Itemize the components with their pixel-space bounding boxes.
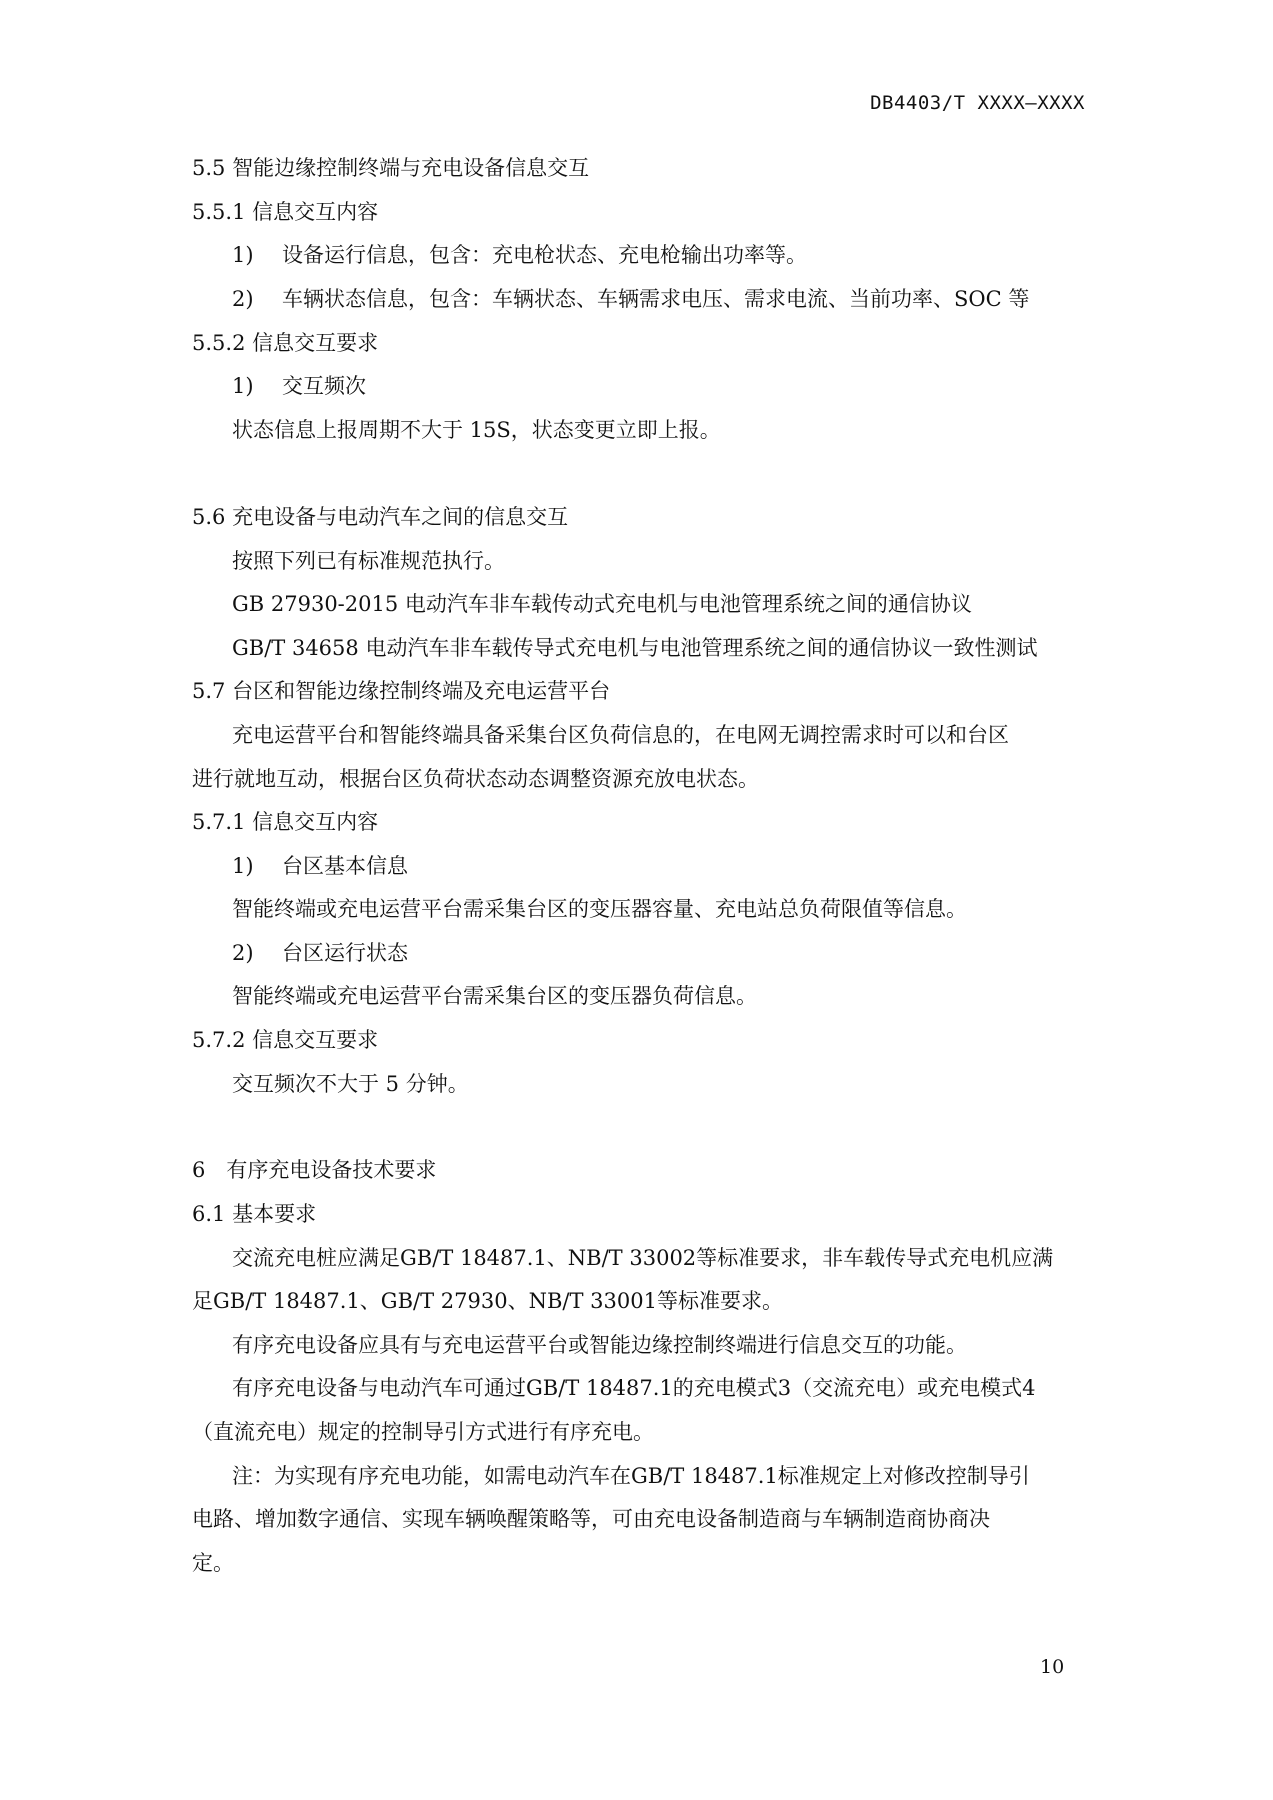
- paragraph: 充电运营平台和智能终端具备采集台区负荷信息的，在电网无调控需求时可以和台区: [232, 723, 1009, 747]
- subsection-heading: 5.7.2 信息交互要求: [192, 1028, 379, 1052]
- section-heading: 5.5 智能边缘控制终端与充电设备信息交互: [192, 156, 590, 180]
- list-item-number: 1): [232, 243, 254, 267]
- paragraph: 按照下列已有标准规范执行。: [232, 549, 505, 573]
- page-number: 10: [1040, 1656, 1065, 1678]
- standard-reference: GB 27930-2015 电动汽车非车载传动式充电机与电池管理系统之间的通信协议: [232, 592, 972, 616]
- list-item-text: 台区基本信息: [282, 854, 408, 878]
- list-item: [232, 851, 408, 881]
- paragraph: 智能终端或充电运营平台需采集台区的变压器负荷信息。: [232, 984, 757, 1008]
- paragraph-continuation: 进行就地互动，根据台区负荷状态动态调整资源充放电状态。: [192, 767, 759, 791]
- list-item-text: 台区运行状态: [282, 941, 408, 965]
- list-item-text: 设备运行信息，包含：充电枪状态、充电枪输出功率等。: [282, 243, 807, 267]
- section-heading: 5.7 台区和智能边缘控制终端及充电运营平台: [192, 679, 611, 703]
- paragraph-continuation: 定。: [192, 1551, 234, 1575]
- note-paragraph: 注：为实现有序充电功能，如需电动汽车在GB/T 18487.1标准规定上对修改控制导引: [232, 1464, 1030, 1488]
- list-item-number: 1): [232, 854, 254, 878]
- document-code: DB4403/T XXXX—XXXX: [870, 92, 1085, 114]
- list-item: [232, 284, 1029, 314]
- standard-reference: GB/T 34658 电动汽车非车载传导式充电机与电池管理系统之间的通信协议一致性测试: [232, 636, 1038, 660]
- paragraph: 交流充电桩应满足GB/T 18487.1、NB/T 33002等标准要求，非车载传导式充电机应满: [232, 1246, 1054, 1270]
- paragraph: 有序充电设备应具有与充电运营平台或智能边缘控制终端进行信息交互的功能。: [232, 1333, 967, 1357]
- list-item: [232, 371, 366, 401]
- list-item-text: 交互频次: [282, 374, 366, 398]
- section-heading: 6.1 基本要求: [192, 1202, 317, 1226]
- chapter-heading: 6 有序充电设备技术要求: [192, 1158, 437, 1182]
- paragraph-continuation: 电路、增加数字通信、实现车辆唤醒策略等，可由充电设备制造商与车辆制造商协商决: [192, 1507, 990, 1531]
- subsection-heading: 5.7.1 信息交互内容: [192, 810, 379, 834]
- section-heading: 5.6 充电设备与电动汽车之间的信息交互: [192, 505, 569, 529]
- subsection-heading: 5.5.1 信息交互内容: [192, 200, 379, 224]
- paragraph-continuation: （直流充电）规定的控制导引方式进行有序充电。: [192, 1420, 654, 1444]
- list-item-number: 2): [232, 941, 254, 965]
- subsection-heading: 5.5.2 信息交互要求: [192, 331, 379, 355]
- paragraph: 智能终端或充电运营平台需采集台区的变压器容量、充电站总负荷限值等信息。: [232, 897, 967, 921]
- paragraph: 交互频次不大于 5 分钟。: [232, 1072, 469, 1096]
- paragraph: 有序充电设备与电动汽车可通过GB/T 18487.1的充电模式3（交流充电）或充电模式4: [232, 1376, 1036, 1400]
- list-item-text: 车辆状态信息，包含：车辆状态、车辆需求电压、需求电流、当前功率、SOC 等: [282, 287, 1030, 311]
- list-item: [232, 938, 408, 968]
- list-item-number: 1): [232, 374, 254, 398]
- paragraph-continuation: 足GB/T 18487.1、GB/T 27930、NB/T 33001等标准要求。: [192, 1289, 783, 1313]
- paragraph: 状态信息上报周期不大于 15S，状态变更立即上报。: [232, 418, 721, 442]
- list-item-number: 2): [232, 287, 254, 311]
- list-item: [232, 240, 807, 270]
